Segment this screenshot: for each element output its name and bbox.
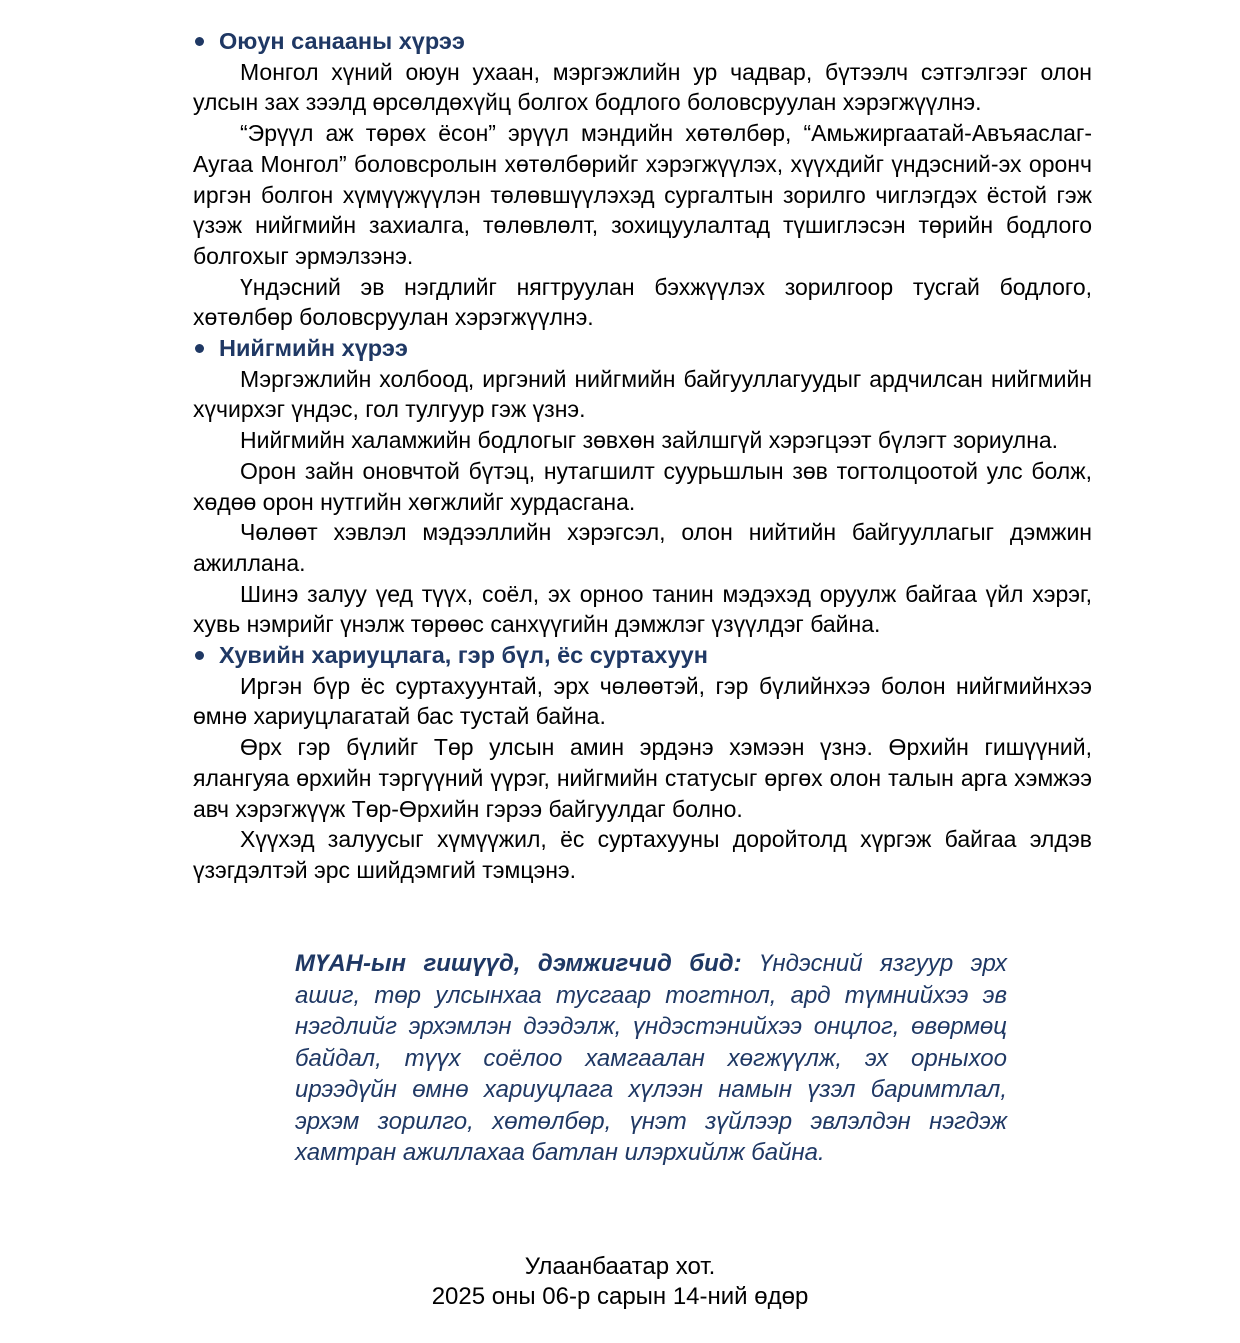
document-body — [193, 26, 1092, 886]
page-footer — [0, 1252, 1240, 1311]
paragraph: Мэргэжлийн холбоод, иргэний нийгмийн байгууллагуудыг ардчилсан нийгмийн хүчирхэг үндэс, гол тулгуур гэж үзнэ. — [193, 365, 1092, 423]
section-3-heading-row — [193, 640, 1092, 671]
bullet-icon — [195, 344, 204, 353]
paragraph: Иргэн бүр ёс суртахуунтай, эрх чөлөөтэй, гэр бүлийнхээ болон нийгмийнхээ өмнө хариуцлагатай бас тустай байна. — [193, 672, 1092, 730]
paragraph: “Эрүүл аж төрөх ёсон” эрүүл мэндийн хөтөлбөр, “Амьжиргаатай-Авъяаслаг-Аугаа Монгол” боловсролын хөтөлбөрийг хэрэгжүүлэх, хүүхдийг үндэсний-эх оронч иргэн болгон хүмүүжүүлэн төлөвшүүлэхэд сургалтын зорилго чиглэгдэх ёстой гэж үзэж нийгмийн захиалга, төлөвлөлт, зохицуулалтад түшиглэсэн төрийн бодлого болгохыг эрмэлзэнэ. — [193, 120, 1092, 269]
footer-date-line: 2025 оны 06-р сарын 14-ний өдөр — [431, 1282, 809, 1310]
footer-city-line: Улаанбаатар хот. — [524, 1253, 716, 1280]
paragraph: Үндэсний эв нэгдлийг нягтруулан бэхжүүлэх зорилгоор тусгай бодлого, хөтөлбөр боловсруулан хэрэгжүүлнэ. — [193, 273, 1092, 331]
paragraph: Өрх гэр бүлийг Төр улсын амин эрдэнэ хэмээн үзнэ. Өрхийн гишүүний, ялангуяа өрхийн тэргүүний үүрэг, нийгмийн статусыг өргөх олон талын арга хэмжээ авч хэрэгжүүж Төр-Өрхийн гэрээ байгуулдаг болно. — [193, 734, 1092, 822]
bullet-icon — [195, 37, 204, 46]
paragraph: Монгол хүний оюун ухаан, мэргэжлийн ур чадвар, бүтээлч сэтгэлгээг олон улсын зах зээлд өрсөлдөхүйц болгох бодлого боловсруулан хэрэгжүүлнэ. — [193, 58, 1092, 116]
declaration-text: Үндэсний язгуур эрх ашиг, төр улсынхаа тусгаар тогтнол, ард түмнийхээ эв нэгдлийг эрхэмлэн дээдэлж, үндэстэнийхээ онцлог, өвөрмөц байдал, түүх соёлоо хамгаалан хөгжүүлж, эх орныхоо ирээдүйн өмнө хариуцлага хүлээн намын үзэл баримтлал, эрхэм зорилго, хөтөлбөр, үнэт зүйлээр эвлэлдэн нэгдэж хамтран ажиллахаа батлан илэрхийлж байна. — [295, 950, 1007, 1166]
paragraph: Нийгмийн халамжийн бодлогыг зөвхөн зайлшгүй хэрэгцээт бүлэгт зориулна. — [240, 427, 1059, 454]
section-1-heading: Оюун санааны хүрээ — [219, 28, 465, 54]
section-1-heading-row — [193, 26, 1092, 57]
section-3-heading: Хувийн хариуцлага, гэр бүл, ёс суртахуун — [219, 642, 708, 669]
section-2-heading-row — [193, 333, 1092, 364]
bullet-icon — [195, 651, 204, 660]
declaration-lead: МҮАН-ын гишүүд, дэмжигчид бид: — [295, 950, 742, 977]
declaration-block — [295, 948, 1007, 1169]
paragraph: Чөлөөт хэвлэл мэдээллийн хэрэгсэл, олон нийтийн байгууллагыг дэмжин ажиллана. — [193, 519, 1092, 576]
section-2-heading: Нийгмийн хүрээ — [219, 335, 408, 362]
paragraph: Орон зайн оновчтой бүтэц, нутагшилт суурьшлын зөв тогтолцоотой улс болж, хөдөө орон нутгийн хөгжлийг хурдасгана. — [193, 457, 1092, 515]
paragraph: Шинэ залуу үед түүх, соёл, эх орноо танин мэдэхэд оруулж байгаа үйл хэрэг, хувь нэмрийг үнэлж төрөөс санхүүгийн дэмжлэг үзүүлдэг байна. — [193, 580, 1092, 638]
paragraph: Хүүхэд залуусыг хүмүүжил, ёс суртахууны доройтолд хүргэж байгаа элдэв үзэгдэлтэй эрс шийдэмгий тэмцэнэ. — [193, 826, 1092, 883]
